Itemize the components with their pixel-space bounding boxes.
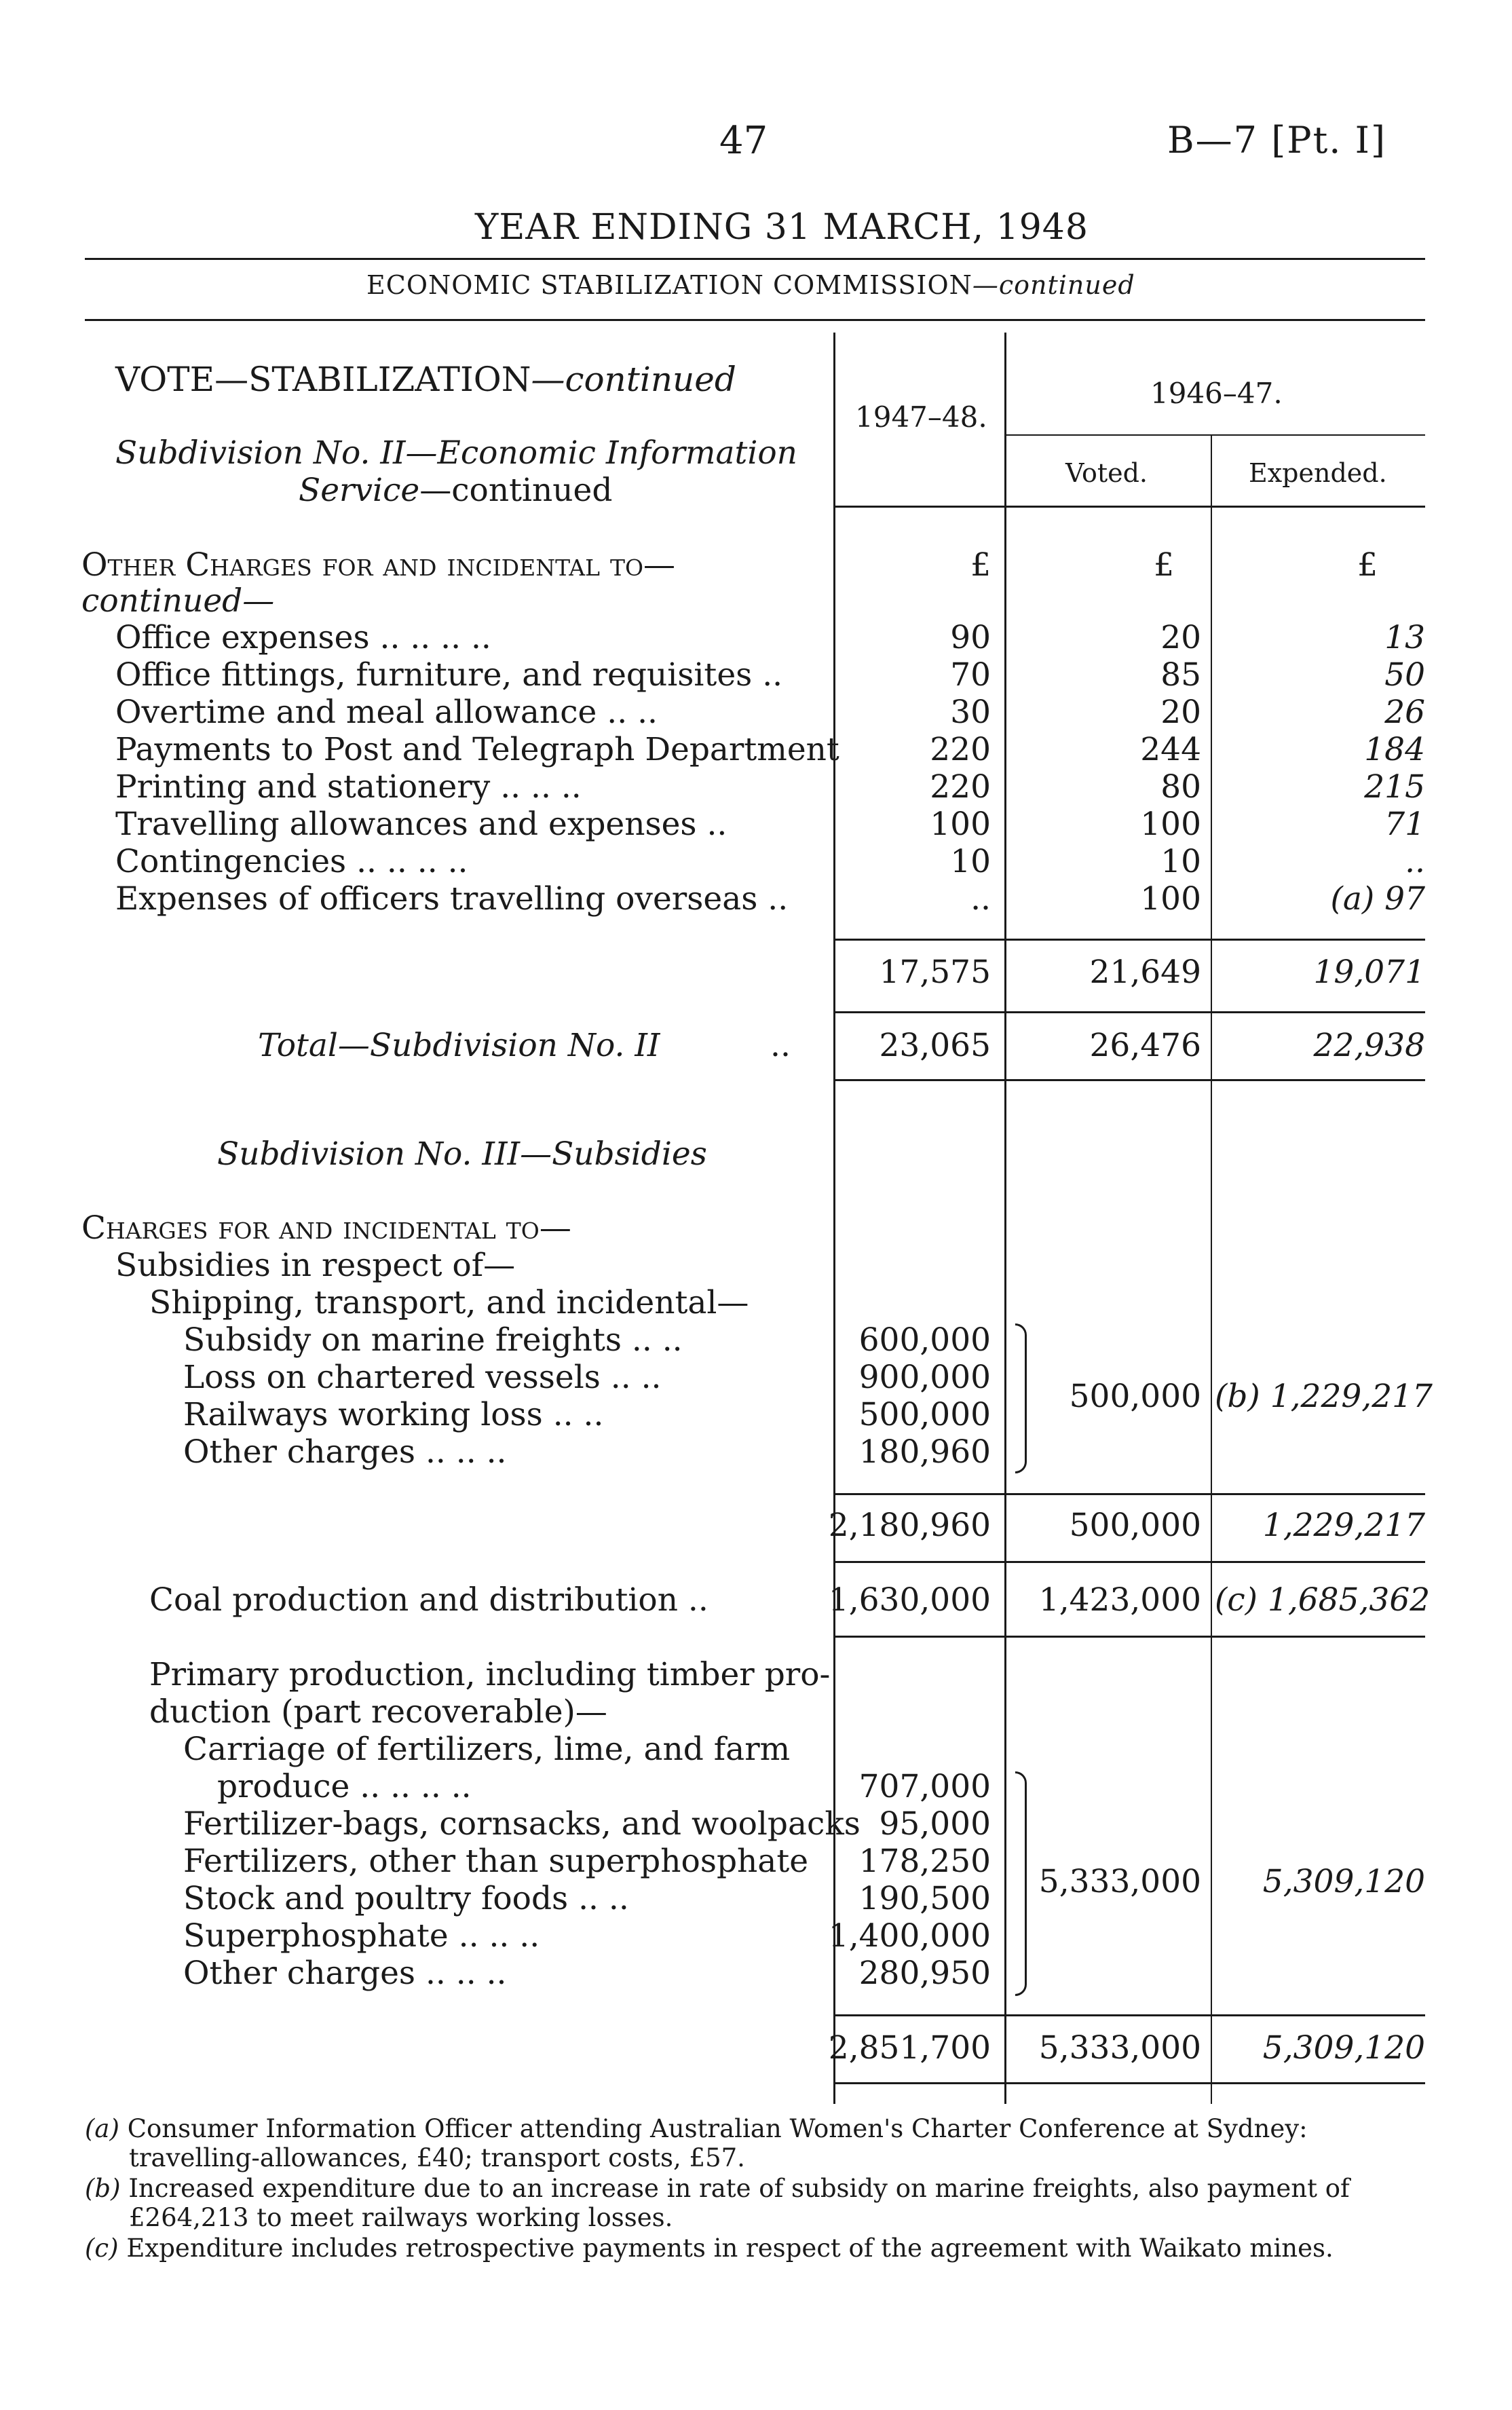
col-header-expended: Expended. — [1249, 458, 1387, 488]
total-1947: 23,065 — [879, 1027, 991, 1064]
line-item-1947: .. — [970, 880, 991, 918]
line-item-label: Travelling allowances and expenses .. — [115, 806, 727, 843]
line-item-label: Printing and stationery .. .. .. — [115, 768, 582, 806]
line-item-expended: 71 — [1384, 806, 1425, 843]
shipping-item-label: Other charges .. .. .. — [183, 1433, 507, 1471]
footnote-b: (b) Increased expenditure due to an increase in rate of subsidy on marine freights, also payment of — [85, 2174, 1350, 2203]
shipping-item-label: Subsidy on marine freights .. .. — [183, 1321, 683, 1359]
line-item-expended: 184 — [1364, 731, 1425, 768]
primary-subtotal-1947: 2,851,700 — [828, 2029, 991, 2067]
line-item-label: Contingencies .. .. .. .. — [115, 843, 468, 880]
line-item-1947: 10 — [950, 843, 991, 880]
total-rule — [833, 1011, 1425, 1013]
total-expended: 22,938 — [1313, 1027, 1425, 1064]
subsidies-in-respect: Subsidies in respect of— — [115, 1247, 516, 1284]
line-item-expended: 215 — [1364, 768, 1425, 806]
line-item-1947: 220 — [930, 731, 991, 768]
line-item-voted: 20 — [1160, 619, 1201, 656]
primary-expended: 5,309,120 — [1262, 1863, 1425, 1900]
col-header-voted: Voted. — [1065, 458, 1148, 488]
line-item-1947: 90 — [950, 619, 991, 656]
line-item-voted: 80 — [1160, 768, 1201, 806]
shipping-voted: 500,000 — [1069, 1378, 1201, 1415]
vote-heading: VOTE—STABILIZATION—continued — [115, 360, 736, 399]
primary-heading-line2: duction (part recoverable)— — [149, 1693, 607, 1731]
commission-title: ECONOMIC STABILIZATION COMMISSION—continued — [366, 270, 1135, 300]
table-head-rule — [833, 506, 1425, 508]
primary-item-label: Fertilizer-bags, cornsacks, and woolpacks — [183, 1805, 861, 1843]
line-item-label: Office fittings, furniture, and requisites .. — [115, 656, 783, 694]
primary-item-label: Superphosphate .. .. .. — [183, 1917, 540, 1955]
line-item-label: Office expenses .. .. .. .. — [115, 619, 491, 656]
primary-item-1947: 280,950 — [858, 1955, 991, 1992]
shipping-item-1947: 600,000 — [858, 1321, 991, 1359]
line-item-label: Expenses of officers travelling overseas .. — [115, 880, 789, 918]
line-item-1947: 220 — [930, 768, 991, 806]
subtotal-expended: 19,071 — [1313, 954, 1425, 991]
primary-subtotal-rule — [833, 2014, 1425, 2016]
footnote-a-line2: travelling-allowances, £40; transport costs, £57. — [129, 2143, 745, 2172]
line-item-1947: 30 — [950, 694, 991, 731]
col-rule-2 — [1004, 333, 1006, 2104]
shipping-subtotal-rule — [833, 1493, 1425, 1495]
primary-item-label: produce .. .. .. .. — [217, 1768, 472, 1805]
line-item-label: Overtime and meal allowance .. .. — [115, 694, 658, 731]
col-header-1946: 1946–47. — [1150, 377, 1283, 410]
line-item-label: Payments to Post and Telegraph Department — [115, 731, 839, 768]
total-subdivision-2-dots: .. — [770, 1027, 791, 1064]
line-item-1947: 100 — [930, 806, 991, 843]
line-item-1947: 70 — [950, 656, 991, 694]
line-item-expended: 26 — [1384, 694, 1425, 731]
line-item-voted: 10 — [1160, 843, 1201, 880]
year-title: YEAR ENDING 31 MARCH, 1948 — [475, 207, 1089, 248]
col-header-1947: 1947–48. — [855, 400, 987, 434]
shipping-item-1947: 180,960 — [858, 1433, 991, 1471]
commission-rule — [85, 319, 1425, 321]
col-rule-3 — [1211, 434, 1212, 2104]
shipping-heading: Shipping, transport, and incidental— — [149, 1284, 749, 1321]
line-item-voted: 85 — [1160, 656, 1201, 694]
currency-1947: £ — [970, 546, 991, 584]
charges-heading: Charges for and incidental to— — [81, 1209, 571, 1247]
subtotal-1947: 17,575 — [879, 954, 991, 991]
footnote-b-line2: £264,213 to meet railways working losses. — [129, 2203, 673, 2232]
primary-item-1947: 95,000 — [879, 1805, 991, 1843]
coal-voted: 1,423,000 — [1038, 1581, 1201, 1619]
primary-item-label: Other charges .. .. .. — [183, 1955, 507, 1992]
currency-voted: £ — [1154, 546, 1174, 584]
shipping-subtotal-bottom-rule — [833, 1561, 1425, 1563]
primary-voted: 5,333,000 — [1038, 1863, 1201, 1900]
line-item-voted: 244 — [1140, 731, 1201, 768]
primary-item-1947: 1,400,000 — [828, 1917, 991, 1955]
header-rule — [85, 258, 1425, 260]
line-item-voted: 100 — [1140, 806, 1201, 843]
primary-item-label: Fertilizers, other than superphosphate — [183, 1843, 809, 1880]
shipping-expended: (b) 1,229,217 — [1215, 1378, 1433, 1415]
primary-item-label: Stock and poultry foods .. .. — [183, 1880, 629, 1917]
other-charges-heading: Other Charges for and incidental to— — [81, 546, 676, 584]
shipping-item-label: Loss on chartered vessels .. .. — [183, 1359, 662, 1396]
currency-expended: £ — [1357, 546, 1378, 584]
voted-head-rule — [1004, 434, 1425, 436]
shipping-item-1947: 900,000 — [858, 1359, 991, 1396]
subdivision-heading-line2: Service—continued — [299, 472, 613, 509]
coal-expended: (c) 1,685,362 — [1215, 1581, 1431, 1619]
footnote-c: (c) Expenditure includes retrospective payments in respect of the agreement with Waikato mines. — [85, 2234, 1334, 2263]
footnote-a: (a) Consumer Information Officer attending Australian Women's Charter Conference at Sydney: — [85, 2114, 1308, 2143]
primary-subtotal-voted: 5,333,000 — [1038, 2029, 1201, 2067]
document-reference: B—7 [Pt. I] — [1167, 119, 1387, 162]
primary-subtotal-bottom-rule — [833, 2082, 1425, 2084]
total-subdivision-2-label: Total—Subdivision No. II — [258, 1027, 660, 1064]
subdivision-heading-line1: Subdivision No. II—Economic Information — [115, 434, 797, 472]
page-number: 47 — [719, 119, 768, 163]
primary-item-1947: 190,500 — [858, 1880, 991, 1917]
shipping-item-label: Railways working loss .. .. — [183, 1396, 604, 1433]
subtotal-voted: 21,649 — [1089, 954, 1201, 991]
shipping-subtotal-expended: 1,229,217 — [1262, 1507, 1425, 1544]
primary-item-1947: 707,000 — [858, 1768, 991, 1805]
subtotal-rule — [833, 939, 1425, 941]
shipping-subtotal-1947: 2,180,960 — [828, 1507, 991, 1544]
coal-rule — [833, 1636, 1425, 1638]
total-bottom-rule — [833, 1079, 1425, 1081]
line-item-voted: 20 — [1160, 694, 1201, 731]
line-item-expended: .. — [1405, 843, 1425, 880]
primary-heading-line1: Primary production, including timber pro- — [149, 1656, 831, 1693]
primary-heading-line3: Carriage of fertilizers, lime, and farm — [183, 1731, 791, 1768]
coal-1947: 1,630,000 — [828, 1581, 991, 1619]
shipping-item-1947: 500,000 — [858, 1396, 991, 1433]
other-charges-continued: continued— — [81, 582, 275, 620]
line-item-expended: 50 — [1384, 656, 1425, 694]
primary-item-1947: 178,250 — [858, 1843, 991, 1880]
subdivision-3-heading: Subdivision No. III—Subsidies — [217, 1135, 707, 1173]
primary-subtotal-expended: 5,309,120 — [1262, 2029, 1425, 2067]
line-item-expended: (a) 97 — [1330, 880, 1425, 918]
total-voted: 26,476 — [1089, 1027, 1201, 1064]
line-item-voted: 100 — [1140, 880, 1201, 918]
shipping-subtotal-voted: 500,000 — [1069, 1507, 1201, 1544]
coal-label: Coal production and distribution .. — [149, 1581, 708, 1619]
line-item-expended: 13 — [1384, 619, 1425, 656]
